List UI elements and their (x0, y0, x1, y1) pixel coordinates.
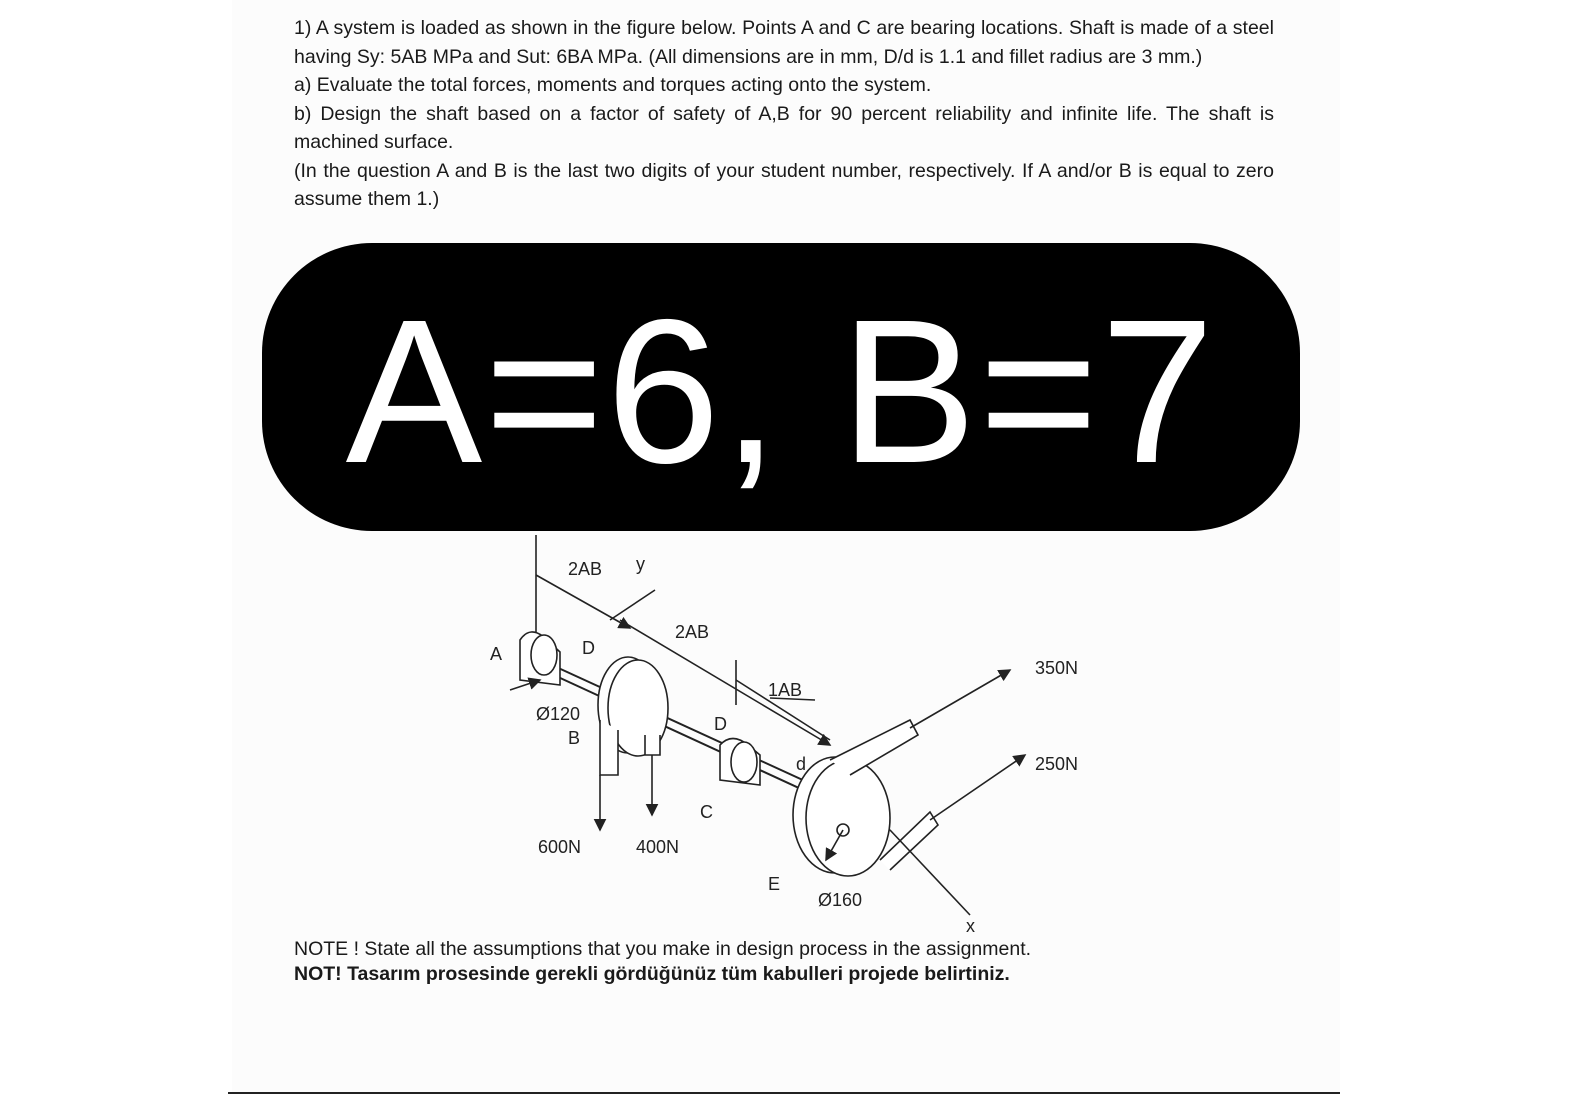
note-turkish: NOT! Tasarım prosesinde gerekli gördüğünüz tüm kabulleri projede belirtiniz. (294, 963, 1010, 985)
shaft-diagram (470, 530, 1110, 940)
problem-part-a: a) Evaluate the total forces, moments and torques acting onto the system. (294, 74, 932, 96)
problem-intro: 1) A system is loaded as shown in the figure below. Points A and C are bearing locations. Shaft is made of a steel having Sy: 5AB MPa and Sut: 6BA MPa. (All dimensions are in mm, D/d is 1.1 and fillet radius are 3 mm.) (294, 17, 1274, 68)
dim-line-ab (536, 575, 630, 628)
diameter-arrow-a (510, 680, 540, 690)
bearing-c-face (731, 742, 757, 782)
problem-statement (294, 14, 1274, 214)
problem-clarification: (In the question A and B is the last two digits of your student number, respectively. If A and/or B is equal to zero assume them 1.) (294, 159, 1274, 210)
point-e-label: E (768, 874, 781, 894)
note-english: NOTE ! State all the assumptions that you make in design process in the assignment. (294, 938, 1032, 960)
force-350-label: 350N (1035, 658, 1079, 678)
shaft-figure (470, 530, 1110, 940)
pulley-b-dia-label: Ø120 (536, 704, 581, 724)
force-250-label: 250N (1035, 754, 1079, 774)
point-b-label: B (568, 728, 581, 748)
pulley-e-face (806, 760, 890, 876)
pulley-e-dia-label: Ø160 (818, 890, 863, 910)
diameter-small-label: d (796, 754, 807, 774)
force-arrow-350 (910, 670, 1010, 728)
force-arrow-250 (930, 755, 1025, 820)
dim-label-ab: 2AB (568, 559, 603, 579)
note-block (294, 937, 1274, 987)
force-400-label: 400N (636, 837, 680, 857)
problem-part-b: b) Design the shaft based on a factor of safety of A,B for 90 percent reliability and infinite life. The shaft is machined surface. (294, 102, 1274, 153)
diameter-d-left-label: D (582, 638, 595, 658)
bottom-divider (228, 1092, 1340, 1094)
answer-banner-text: A=6, B=7 (345, 276, 1217, 506)
bearing-a-face (531, 635, 557, 675)
dim-label-ce: 1AB (768, 680, 803, 700)
axis-x-line (890, 830, 970, 915)
axis-y-label: y (636, 554, 645, 574)
point-a-label: A (490, 644, 503, 664)
point-c-label: C (700, 802, 713, 822)
answer-banner (262, 243, 1300, 531)
force-600-label: 600N (538, 837, 582, 857)
belt-b-right (645, 735, 660, 755)
axis-y-line (610, 590, 655, 620)
axis-x-label: x (966, 916, 975, 936)
dim-label-bc: 2AB (675, 622, 710, 642)
belt-e-upper (830, 720, 918, 775)
diameter-d-right-label: D (714, 714, 727, 734)
